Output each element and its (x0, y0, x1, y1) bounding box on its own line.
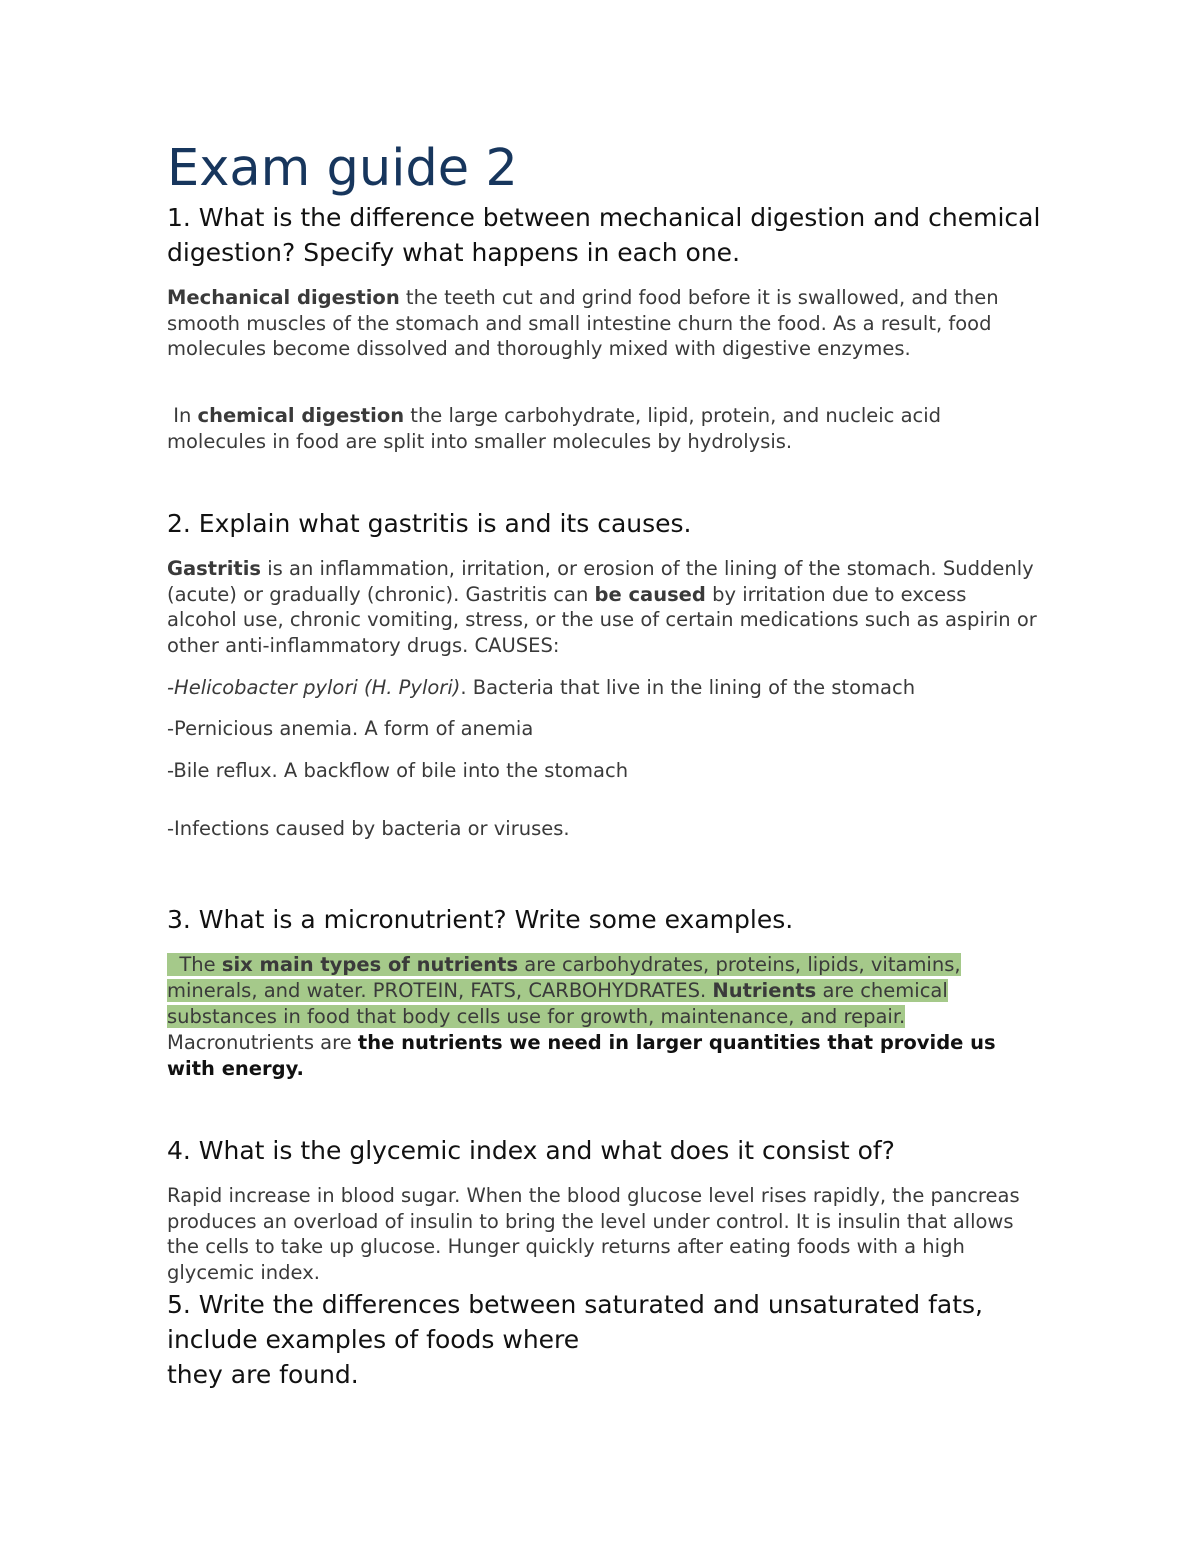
cause-item (167, 675, 1037, 701)
question-3-answer (167, 952, 1037, 1082)
gastritis-text-1: is an inflammation, irritation, or erosion of the lining of the stomach. Suddenly (acute) or gradually (chronic). Gastritis can (167, 557, 1034, 606)
gastritis-text-2: by irritation due to excess alcohol use, chronic vomiting, stress, or the use of certain medications such as aspirin or other anti-inflammatory drugs. CAUSES: (167, 582, 1037, 657)
gastritis-term: Gastritis (167, 557, 262, 580)
question-5-line-1: 5. Write the differences between saturated and unsaturated fats, include examples of foods where (167, 1290, 983, 1354)
question-4-answer: Rapid increase in blood sugar. When the blood glucose level rises rapidly, the pancreas produces an overload of insulin to bring the level under control. It is insulin that allows the cells to take up glucose. Hunger quickly returns after eating foods with a high glycemic index. (167, 1184, 1020, 1284)
highlight-text-1: are carbohydrates, proteins, lipids, vitamins, minerals, and water. PROTEIN, FATS, CARBOHYDRATES. (167, 953, 961, 1002)
question-3-heading: 3. What is a micronutrient? Write some examples. (167, 905, 794, 934)
nutrients-term: Nutrients (712, 979, 817, 1002)
cause-1-italic: -Helicobacter pylori (H. Pylori) (167, 676, 461, 699)
question-2-heading: 2. Explain what gastritis is and its causes. (167, 509, 692, 538)
question-5-line-2: they are found. (167, 1360, 359, 1389)
question-2-answer (167, 556, 1037, 658)
mechanical-digestion-text: the teeth cut and grind food before it is swallowed, and then smooth muscles of the stomach and small intestine churn the food. As a result, food molecules become dissolved and thoroughly mixed with digestive enzymes. (167, 286, 999, 360)
question-5-heading (167, 1287, 1067, 1392)
cause-1-text: . Bacteria that live in the lining of the stomach (460, 676, 916, 699)
chemical-prefix: In (167, 404, 198, 427)
mechanical-digestion-term: Mechanical digestion (167, 286, 400, 309)
macronutrients-prefix: Macronutrients are (167, 1031, 358, 1054)
cause-item: -Infections caused by bacteria or viruses. (167, 817, 570, 840)
highlighted-text (167, 953, 961, 1028)
chemical-digestion-text: the large carbohydrate, lipid, protein, and nucleic acid molecules in food are split into smaller molecules by hydrolysis. (167, 404, 942, 453)
macronutrients-definition: the nutrients we need in larger quantities that provide us with energy. (167, 1031, 996, 1080)
six-main-types-term: six main types of nutrients (221, 953, 519, 976)
cause-item: -Bile reflux. A backflow of bile into the stomach (167, 759, 629, 782)
be-caused-term: be caused (594, 582, 706, 606)
page-title: Exam guide 2 (167, 139, 518, 198)
cause-item: -Pernicious anemia. A form of anemia (167, 717, 534, 740)
question-1-chemical-answer (167, 403, 1037, 454)
question-4-heading: 4. What is the glycemic index and what does it consist of? (167, 1136, 895, 1165)
question-1-mechanical-answer (167, 285, 1037, 362)
highlight-text-2: are chemical substances in food that body cells use for growth, maintenance, and repair. (167, 979, 948, 1028)
macronutrients-sentence (167, 1031, 996, 1080)
chemical-digestion-term: chemical digestion (197, 404, 405, 427)
question-1-heading: 1. What is the difference between mechanical digestion and chemical digestion? Specify what happens in each one. (167, 203, 1041, 267)
highlight-prefix: The (167, 953, 222, 976)
